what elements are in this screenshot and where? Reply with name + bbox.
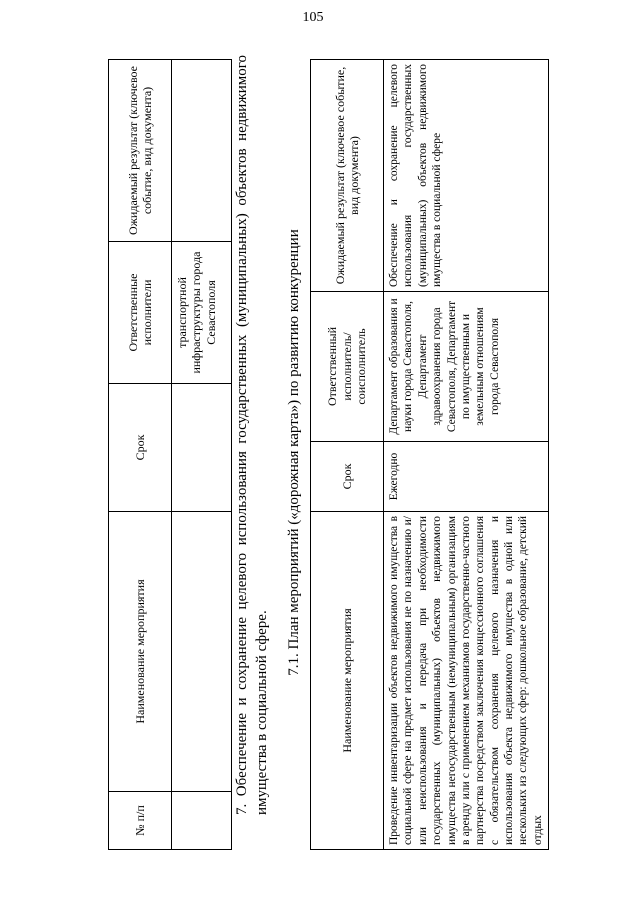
header-responsible: Ответственный исполнитель/ соисполнитель — [311, 292, 384, 442]
section-7-1-heading: 7.1. План мероприятий («дорожная карта») по развитию конкуренции — [286, 229, 302, 676]
cell-number — [172, 792, 232, 850]
header-measure-name: Наименование мероприятия — [109, 512, 172, 792]
header-responsible: Ответственные исполнители — [109, 242, 172, 384]
cell-deadline — [172, 384, 232, 512]
cell-responsible: Департамент образования и науки города Севастополя, Департамент здравоохранения города Севастополя, Департамент по имущественным и земельным отношениям города Севастополя — [384, 292, 549, 442]
header-measure-name: Наименование мероприятия — [311, 512, 384, 850]
roadmap-table — [310, 59, 549, 850]
header-deadline: Срок — [311, 442, 384, 512]
header-number: № п/п — [109, 792, 172, 850]
header-deadline: Срок — [109, 384, 172, 512]
cell-responsible: транспортной инфраструктуры города Севастополя — [172, 242, 232, 384]
table-header-row — [109, 60, 172, 850]
table-header-row — [311, 60, 384, 850]
header-expected-result: Ожидаемый результат (ключевое событие, вид документа) — [109, 60, 172, 242]
cell-deadline: Ежегодно — [384, 442, 549, 512]
section-7-heading: 7. Обеспечение и сохранение целевого использования государственных (муниципальных) объектов недвижимого имущества в социальной сфере. — [234, 55, 271, 815]
cell-expected-result: Обеспечение и сохранение целевого использования государственных (муниципальных) объектов недвижимого имущества в социальной сфере — [384, 60, 549, 292]
table-continued — [108, 59, 232, 850]
cell-measure-name: Проведение инвентаризации объектов недвижимого имущества в социальной сфере на предмет использования не по назначению и/или неиспользования и передача при необходимости государственных (муниципальных) объектов недвижимого имущества негосударственным (немуниципальным) организациям в аренду или с применением механизмов государственно-частного партнерства посредством заключения концессионного соглашения с обязательством сохранения целевого назначения и использования объекта недвижимого имущества в одной или нескольких из следующих сфер: дошкольное образование, детский отдых — [384, 512, 549, 850]
cell-expected-result — [172, 60, 232, 242]
page-number: 105 — [302, 10, 324, 25]
cell-measure-name — [172, 512, 232, 792]
table-row — [172, 60, 232, 850]
table-row — [384, 60, 549, 850]
header-expected-result: Ожидаемый результат (ключевое событие, вид документа) — [311, 60, 384, 292]
